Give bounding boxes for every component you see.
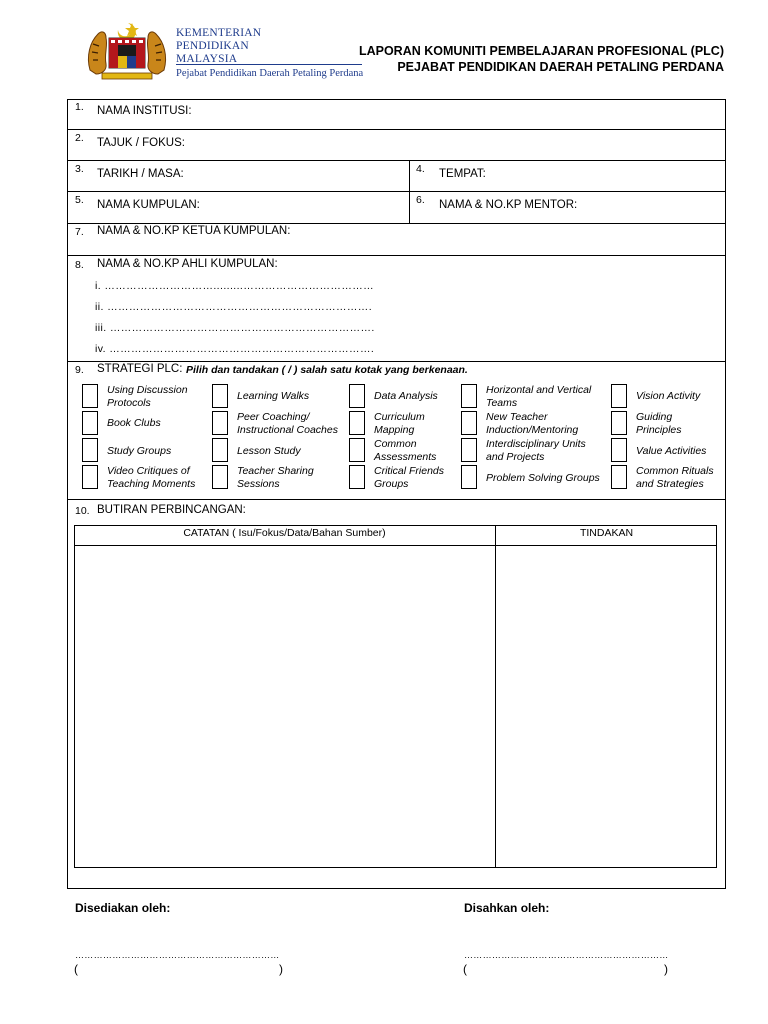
date-time-field[interactable]: TARIKH / MASA:	[97, 168, 184, 180]
option-book-clubs: Book Clubs	[107, 417, 161, 429]
field-number: 6.	[416, 194, 425, 206]
member-entry-line[interactable]: iv. ……………………………………………………………….	[95, 343, 375, 355]
field-number: 10.	[75, 505, 90, 517]
mentor-name-field[interactable]: NAMA & NO.KP MENTOR:	[439, 199, 578, 211]
option-horizontal-vertical-teams: Horizontal and Vertical Teams	[486, 384, 592, 409]
checkbox-vision-activity[interactable]	[611, 384, 627, 408]
option-study-groups: Study Groups	[107, 445, 172, 457]
topic-focus-field[interactable]: TAJUK / FOKUS:	[97, 137, 185, 149]
notes-entry-area[interactable]	[76, 547, 493, 866]
ministry-name-line2: PENDIDIKAN	[176, 40, 249, 52]
checkbox-peer-coaching[interactable]	[212, 411, 228, 435]
checkbox-common-assessments[interactable]	[349, 438, 365, 462]
table-column-divider	[495, 525, 496, 868]
option-peer-coaching: Peer Coaching/ Instructional Coaches	[237, 411, 338, 436]
option-vision-activity: Vision Activity	[636, 390, 701, 402]
checkbox-book-clubs[interactable]	[82, 411, 98, 435]
checkbox-curriculum-mapping[interactable]	[349, 411, 365, 435]
checkbox-value-activities[interactable]	[611, 438, 627, 462]
field-number: 9.	[75, 364, 84, 376]
prepared-by-name-field[interactable]	[84, 962, 274, 978]
member-entry-line[interactable]: ii. ……………………………………………………………….	[95, 301, 373, 313]
member-entry-line[interactable]: iii. ……………………………………………………………….	[95, 322, 375, 334]
action-column-header: TINDAKAN	[579, 527, 634, 539]
field-number: 3.	[75, 163, 84, 175]
checkbox-critical-friends-groups[interactable]	[349, 465, 365, 489]
checkbox-study-groups[interactable]	[82, 438, 98, 462]
field-number: 8.	[75, 259, 84, 271]
prepared-by-signature-line[interactable]: …………………………………………………………	[75, 950, 280, 960]
table-header-divider	[74, 545, 717, 546]
option-value-activities: Value Activities	[636, 445, 707, 457]
checkbox-interdisciplinary-units[interactable]	[461, 438, 477, 462]
row-divider	[67, 361, 726, 362]
prepared-by-label: Disediakan oleh:	[75, 901, 171, 915]
row-divider	[67, 191, 726, 192]
row-divider	[67, 499, 726, 500]
option-common-assessments: Common Assessments	[374, 438, 437, 463]
approved-by-signature-line[interactable]: …………………………………………………………	[464, 950, 669, 960]
row-divider	[67, 129, 726, 130]
office-title: PEJABAT PENDIDIKAN DAERAH PETALING PERDANA	[397, 60, 724, 74]
checkbox-lesson-study[interactable]	[212, 438, 228, 462]
group-members-label: NAMA & NO.KP AHLI KUMPULAN:	[97, 258, 278, 270]
institution-name-field[interactable]: NAMA INSTITUSI:	[97, 105, 192, 117]
option-curriculum-mapping: Curriculum Mapping	[374, 411, 425, 436]
action-entry-area[interactable]	[497, 547, 715, 866]
option-data-analysis: Data Analysis	[374, 390, 438, 402]
checkbox-video-critiques[interactable]	[82, 465, 98, 489]
column-divider	[409, 160, 410, 223]
member-entry-line[interactable]: i. ………………………….........………………………………	[95, 280, 375, 292]
discussion-label: BUTIRAN PERBINCANGAN:	[97, 504, 246, 516]
field-number: 7.	[75, 226, 84, 238]
checkbox-using-discussion-protocols[interactable]	[82, 384, 98, 408]
checkbox-common-rituals[interactable]	[611, 465, 627, 489]
checkbox-teacher-sharing-sessions[interactable]	[212, 465, 228, 489]
checkbox-learning-walks[interactable]	[212, 384, 228, 408]
approved-by-close-paren: )	[664, 962, 668, 976]
ministry-crest-logo	[84, 20, 170, 82]
group-leader-field[interactable]: NAMA & NO.KP KETUA KUMPULAN:	[97, 225, 291, 237]
option-guiding-principles: Guiding Principles	[636, 411, 682, 436]
strategy-instruction: Pilih dan tandakan ( / ) salah satu kotak yang berkenaan.	[186, 364, 468, 376]
option-lesson-study: Lesson Study	[237, 445, 301, 457]
option-critical-friends-groups: Critical Friends Groups	[374, 465, 445, 490]
checkbox-horizontal-vertical-teams[interactable]	[461, 384, 477, 408]
option-video-critiques: Video Critiques of Teaching Moments	[107, 465, 196, 490]
ministry-name-line1: KEMENTERIAN	[176, 27, 262, 39]
approved-by-name-field[interactable]	[473, 962, 659, 978]
approved-by-open-paren: (	[463, 962, 467, 976]
field-number: 1.	[75, 101, 84, 113]
field-number: 5.	[75, 194, 84, 206]
checkbox-new-teacher-induction[interactable]	[461, 411, 477, 435]
ministry-divider	[176, 64, 362, 65]
checkbox-problem-solving-groups[interactable]	[461, 465, 477, 489]
checkbox-guiding-principles[interactable]	[611, 411, 627, 435]
row-divider	[67, 255, 726, 256]
option-interdisciplinary-units: Interdisciplinary Units and Projects	[486, 438, 586, 463]
field-number: 4.	[416, 163, 425, 175]
report-title: LAPORAN KOMUNITI PEMBELAJARAN PROFESIONAL (PLC)	[358, 44, 724, 58]
checkbox-data-analysis[interactable]	[349, 384, 365, 408]
group-name-field[interactable]: NAMA KUMPULAN:	[97, 199, 200, 211]
venue-field[interactable]: TEMPAT:	[439, 168, 486, 180]
prepared-by-open-paren: (	[74, 962, 78, 976]
option-problem-solving-groups: Problem Solving Groups	[486, 472, 600, 484]
option-using-discussion-protocols: Using Discussion Protocols	[107, 384, 188, 409]
field-number: 2.	[75, 132, 84, 144]
strategy-label: STRATEGI PLC:	[97, 363, 183, 375]
approved-by-label: Disahkan oleh:	[464, 901, 550, 915]
prepared-by-close-paren: )	[279, 962, 283, 976]
option-new-teacher-induction: New Teacher Induction/Mentoring	[486, 411, 579, 436]
row-divider	[67, 160, 726, 161]
row-divider	[67, 223, 726, 224]
option-learning-walks: Learning Walks	[237, 390, 310, 402]
notes-column-header: CATATAN ( Isu/Fokus/Data/Bahan Sumber)	[183, 527, 386, 539]
ministry-name-line3: MALAYSIA	[176, 53, 238, 65]
option-common-rituals: Common Rituals and Strategies	[636, 465, 714, 490]
option-teacher-sharing-sessions: Teacher Sharing Sessions	[237, 465, 314, 490]
ministry-subtitle: Pejabat Pendidikan Daerah Petaling Perdana	[176, 68, 364, 79]
